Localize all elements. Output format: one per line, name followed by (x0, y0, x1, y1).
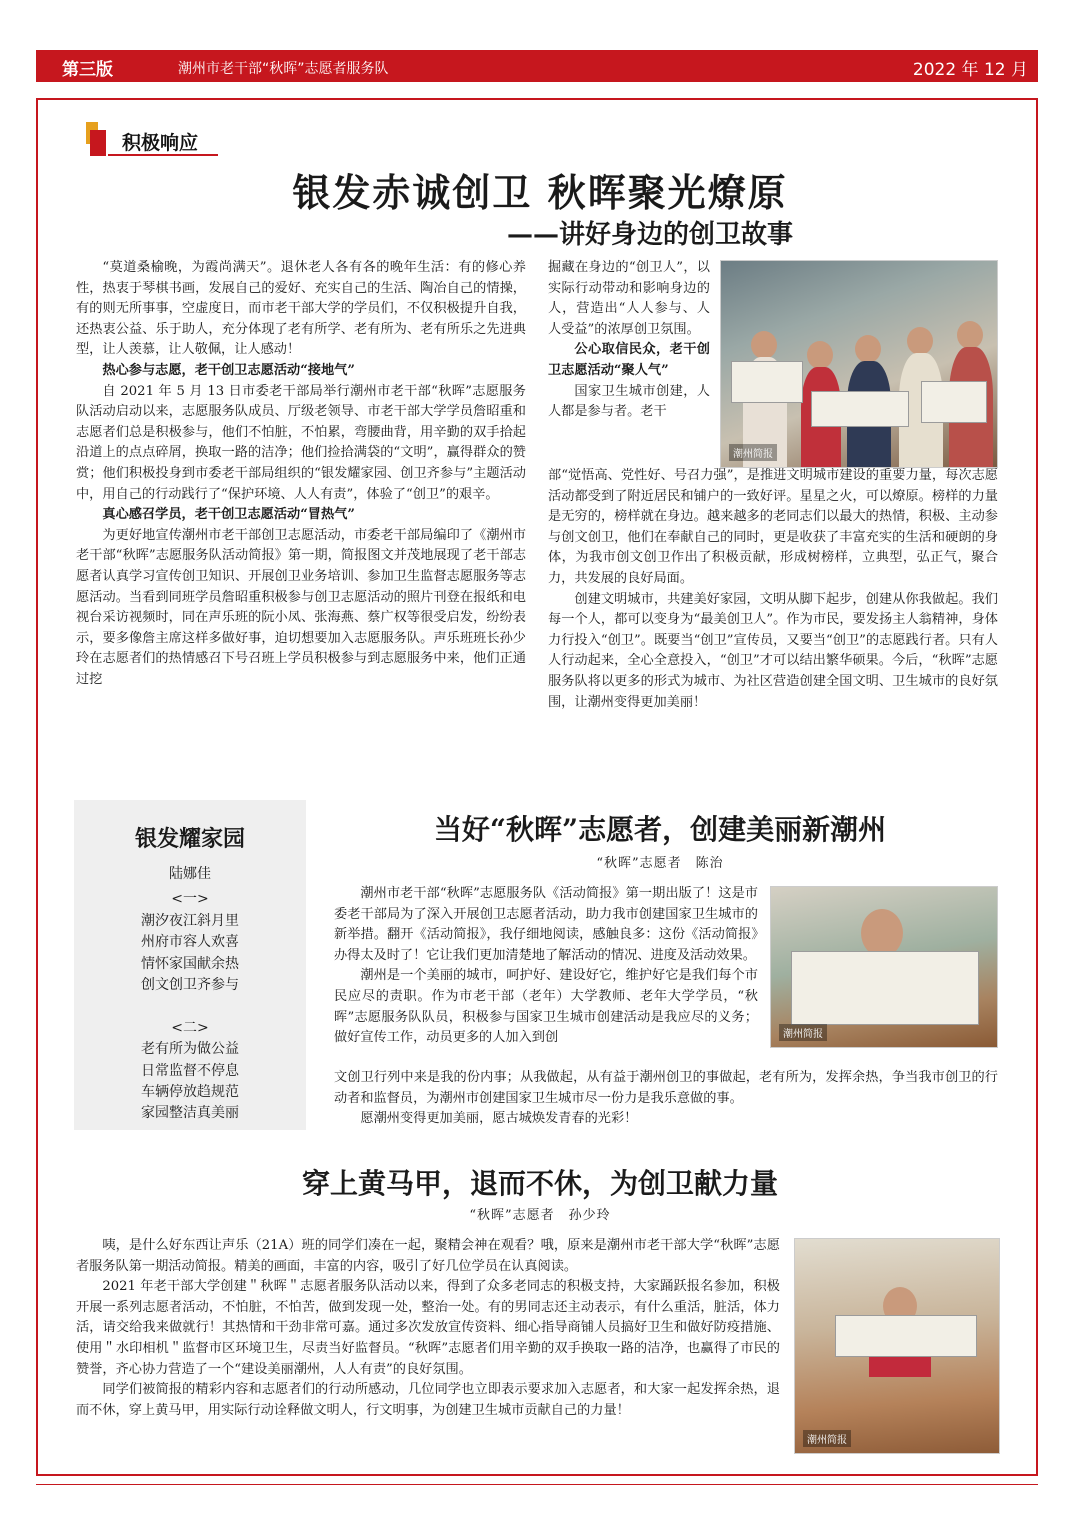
paragraph: 掘藏在身边的“创卫人”，以实际行动带动和影响身边的人，营造出“人人参与、人人受益”的浓厚创卫氛围。 (548, 260, 710, 337)
newspaper (835, 1315, 977, 1357)
article3-column (76, 1236, 780, 1458)
paragraph: 2021 年老干部大学创建＂秋晖＂志愿者服务队活动以来，得到了众多老同志的积极支持，大家踊跃报名参加，积极开展一系列志愿者活动，不怕脏，不怕苦，做到发现一处，整治一处。有的男同志还主动表示，有什么重活，脏活，体力活，请交给我来做就行！其热情和干劲非常可嘉。通过多次发放宣传资料、细心指导商铺人员搞好卫生和做好防疫措施、使用＂水印相机＂监督市区环境卫生，尽责当好监督员。“秋晖”志愿者们用辛勤的双手换取一路的洁净，也赢得了市民的赞誉，齐心协力营造了一个“建设美丽潮州，人人有责”的良好氛围。 (76, 1279, 780, 1377)
poem-line: 车辆停放趋规范 (141, 1084, 239, 1101)
poem-stanza-number: <二> (171, 1019, 209, 1036)
section-tag (86, 122, 216, 156)
photo-figure (807, 341, 833, 369)
issue-date: 2022 年 12 月 (912, 60, 1028, 80)
article1-photo (720, 260, 998, 468)
photo-figure (907, 327, 933, 355)
poem-lines (74, 864, 306, 1125)
poem-line: 老有所为做公益 (141, 1041, 239, 1058)
article1-right-wide (548, 466, 998, 713)
paragraph: 自 2021 年 5 月 13 日市委老干部局举行潮州市老干部“秋晖”志愿服务队活动启动以来，志愿服务队成员、厅级老领导、市老干部大学学员詹昭重和志愿者们总是积极参与，他们不怕脏，不怕累，弯腰曲背，用辛勤的双手拾起沿道上的点点碎屑，换取一路的洁净；他们捡拾满袋的“文明”，赢得群众的赞赏；他们积极投身到市委老干部局组织的“银发耀家园、创卫齐参与”主题活动中，用自己的行动践行了“保护环境、人人有责”，体验了“创卫”的艰辛。 (76, 383, 526, 502)
poem-author: 陆娜佳 (169, 866, 211, 882)
article1-subtitle: ——讲好身边的创卫故事 (506, 220, 793, 250)
page-banner (36, 50, 1038, 82)
paragraph: 同学们被简报的精彩内容和志愿者们的行动所感动，几位同学也立即表示要求加入志愿者，和大家一起发挥余热，退而不休，穿上黄马甲，用实际行动诠释做文明人，行文明事，为创建卫生城市贡献自己的力量！ (76, 1382, 780, 1418)
article3-title: 穿上黄马甲，退而不休，为创卫献力量 (301, 1167, 778, 1200)
edition-label: 第三版 (62, 60, 113, 80)
article2-title: 当好“秋晖”志愿者，创建美丽新潮州 (433, 813, 887, 846)
section-heading: 热心参与志愿，老干创卫志愿活动“接地气” (102, 362, 355, 378)
section-heading: 真心感召学员，老干创卫志愿活动“冒热气” (102, 507, 355, 523)
article2-photo (770, 886, 998, 1048)
paragraph: 创建文明城市，共建美好家园，文明从脚下起步，创建从你我做起。我们每一个人，都可以变身为“最美创卫人”。作为市民，要发扬主人翁精神，身体力行投入“创卫”。既要当“创卫”宣传员，又要当“创卫”的志愿践行者。只有人人行动起来，全心全意投入，“创卫”才可以结出繁华硕果。今后，“秋晖”志愿服务队将以更多的形式为城市、为社区营造创建全国文明、卫生城市的良好氛围，让潮州变得更加美丽！ (548, 591, 998, 710)
section-heading: 公心取信民众，老干创卫志愿活动“聚人气” (548, 342, 710, 378)
poem-line: 潮汐夜江斜月里 (141, 912, 239, 929)
paragraph: 潮州市老干部“秋晖”志愿服务队《活动简报》第一期出版了！这是市委老干部局为了深入开展创卫志愿者活动，助力我市创建国家卫生城市的新举措。翻开《活动简报》，我仔细地阅读，感触良多：这份《活动简报》办得太及时了！它让我们更加清楚地了解活动的情况、进度及活动效果。 (334, 886, 758, 963)
poem-line: 创文创卫齐参与 (141, 977, 239, 994)
paragraph: 愿潮州变得更加美丽，愿古城焕发青春的光彩！ (360, 1111, 638, 1127)
bottom-rule (36, 1484, 1038, 1485)
newspaper (731, 361, 803, 403)
poem-line: 家园整洁真美丽 (141, 1105, 239, 1122)
photo-caption: 潮州简报 (729, 444, 777, 461)
poem-line: 日常监督不停息 (141, 1062, 239, 1079)
paragraph: 文创卫行列中来是我的份内事；从我做起，从有益于潮州创卫的事做起，老有所为，发挥余热，争当我市创卫的行动者和监督员，为潮州市创建国家卫生城市尽一份力是我乐意做的事。 (334, 1070, 998, 1106)
poem-box (74, 800, 306, 1130)
photo-figure (751, 331, 777, 359)
newspaper (811, 391, 909, 427)
poem-line: 州府市容人欢喜 (141, 934, 239, 951)
article2-wide-column (334, 1068, 998, 1130)
paragraph: 为更好地宣传潮州市老干部创卫志愿活动，市委老干部局编印了《潮州市老干部“秋晖”志愿服务队活动简报》第一期，简报图文并茂地展现了老干部志愿者认真学习宣传创卫知识、开展创卫业务培训、参加卫生监督志愿服务等志愿活动。当看到同班学员詹昭重积极参与创卫志愿活动的照片刊登在报纸和电视台采访视频时，同在声乐班的阮小凤、张海燕、蔡广权等很受启发，纷纷表示，要多像詹主席这样多做好事，迫切想要加入志愿服务队。声乐班班长孙少玲在志愿者们的热情感召下号召班上学员积极参与到志愿服务中来，他们正通过挖 (76, 527, 526, 687)
newspaper (921, 381, 987, 423)
article3-photo (794, 1238, 1000, 1454)
tag-square-red (90, 130, 106, 156)
photo-figure (855, 335, 881, 363)
article1-left-column (76, 258, 526, 778)
article2-narrow-column (334, 884, 758, 1054)
poem-line: 情怀家国献余热 (141, 955, 239, 972)
article1-right-narrow (548, 258, 710, 466)
photo-figure (861, 909, 903, 957)
article1-title: 银发赤诚创卫 秋晖聚光燎原 (292, 170, 788, 215)
article3-byline: “秋晖”志愿者 孙少玲 (469, 1208, 611, 1223)
paragraph: 国家卫生城市创建，人人都是参与者。老干 (548, 383, 710, 420)
org-name: 潮州市老干部“秋晖”志愿者服务队 (178, 61, 389, 77)
paragraph: 潮州是一个美丽的城市，呵护好、建设好它，维护好它是我们每个市民应尽的责职。作为市老干部（老年）大学教师、老年大学学员，“秋晖”志愿服务队队员，积极参与国家卫生城市创建活动是我应尽的义务；做好宣传工作，动员更多的人加入到创 (334, 968, 758, 1046)
poem-title: 银发耀家园 (134, 826, 245, 852)
poem-line (74, 996, 306, 1017)
photo-figure (957, 321, 983, 349)
tag-underline (108, 154, 218, 156)
newspaper (791, 951, 979, 1025)
photo-caption: 潮州简报 (803, 1430, 851, 1447)
article2-byline: “秋晖”志愿者 陈治 (596, 856, 724, 871)
paragraph: 咦，是什么好东西让声乐（21A）班的同学们凑在一起，聚精会神在观看？哦，原来是潮州市老干部大学“秋晖”志愿者服务队第一期活动简报。精美的画面，丰富的内容，吸引了好几位学员在认真阅读。 (76, 1238, 780, 1274)
poem-stanza-number: <一> (171, 891, 209, 908)
section-tag-label: 积极响应 (122, 132, 199, 154)
photo-caption: 潮州简报 (779, 1024, 827, 1041)
paragraph: “莫道桑榆晚，为霞尚满天”。退休老人各有各的晚年生活：有的修心养性，热衷于琴棋书画，发展自己的爱好、充实自己的生活、陶冶自己的情操，有的则无所事事，空虚度日，而市老干部大学的学员们，不仅积极提升自我，还热衷公益、乐于助人，充分体现了老有所学、老有所为、老有所乐之先进典型，让人羡慕，让人敬佩，让人感动！ (76, 260, 526, 358)
paragraph: 部“觉悟高、党性好、号召力强”，是推进文明城市建设的重要力量，每次志愿活动都受到了附近居民和铺户的一致好评。星星之火，可以燎原。榜样的力量是无穷的，榜样就在身边。越来越多的老同志们以最大的热情，积极、主动参与创文创卫，他们在奉献自己的同时，更是收获了丰富充实的生活和硬朗的身体，为我市创文创卫作出了积极贡献，形成树榜样，立典型，弘正气，聚合力，共发展的良好局面。 (548, 468, 998, 586)
